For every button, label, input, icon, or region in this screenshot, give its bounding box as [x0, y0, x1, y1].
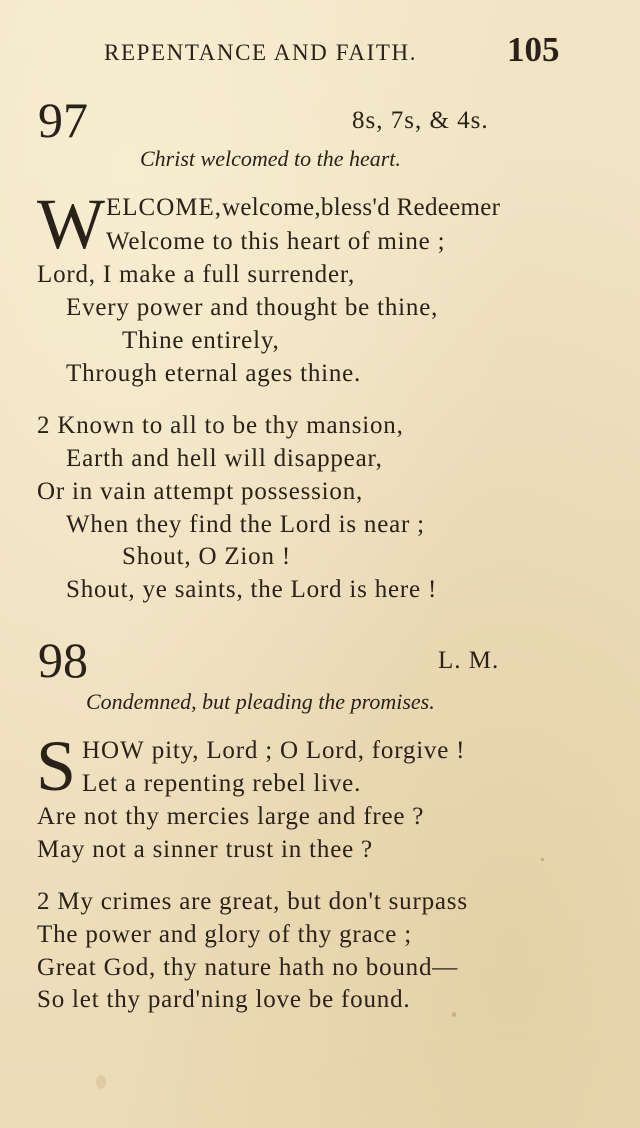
hymn-97-line-1-text: welcome,bless'd Redeemer: [222, 194, 501, 221]
page-number: 105: [507, 30, 560, 69]
hymn-98-first-word-rest: HOW: [82, 737, 145, 764]
hymn-97-title: Christ welcomed to the heart.: [140, 146, 401, 171]
hymn-97-first-word-rest: ELCOME,: [106, 194, 223, 221]
hymn-98-meter: L. M.: [438, 647, 500, 674]
hymn-98-line-6: The power and glory of thy grace ;: [37, 921, 412, 948]
paper-stain: [96, 1075, 106, 1089]
hymn-97-line-7: 2 Known to all to be thy mansion,: [37, 412, 404, 439]
hymn-97-meter: 8s, 7s, & 4s.: [352, 107, 489, 134]
hymn-98-line-4: May not a sinner trust in thee ?: [37, 836, 373, 863]
hymn-98-line-5: 2 My crimes are great, but don't surpass: [37, 888, 468, 915]
hymn-97-line-6: Through eternal ages thine.: [66, 360, 362, 387]
hymn-97-line-3: Lord, I make a full surrender,: [37, 261, 356, 288]
hymn-98-line-1-text: pity, Lord ; O Lord, forgive !: [151, 737, 466, 764]
hymn-97-line-9: Or in vain attempt possession,: [37, 478, 364, 505]
hymn-98-line-3: Are not thy mercies large and free ?: [37, 803, 425, 830]
hymn-98-line-8: So let thy pard'ning love be found.: [37, 986, 411, 1013]
hymn-98-line-7: Great God, thy nature hath no bound—: [37, 954, 459, 981]
hymn-97-line-11: Shout, O Zion !: [122, 543, 291, 570]
hymn-97-dropcap: W: [37, 184, 105, 264]
hymn-98-line-2: Let a repenting rebel live.: [82, 770, 362, 797]
hymn-97-line-5: Thine entirely,: [122, 327, 280, 354]
hymn-98-number: 98: [38, 632, 88, 688]
hymn-97-number: 97: [38, 92, 88, 148]
hymn-98-title: Condemned, but pleading the promises.: [86, 689, 435, 714]
hymn-98-dropcap: S: [36, 726, 77, 806]
paper-speck: [452, 1012, 456, 1017]
hymn-97-line-1: [106, 194, 500, 222]
hymn-97-line-10: When they find the Lord is near ;: [66, 511, 425, 538]
hymn-97-line-12: Shout, ye saints, the Lord is here !: [66, 576, 438, 603]
paper-speck: [541, 858, 544, 861]
hymn-97-line-8: Earth and hell will disappear,: [66, 445, 383, 472]
hymn-98-line-1: [82, 737, 465, 765]
hymn-97-line-4: Every power and thought be thine,: [66, 294, 439, 321]
hymn-97-line-2: Welcome to this heart of mine ;: [106, 228, 446, 255]
running-head-title: REPENTANCE AND FAITH.: [104, 40, 418, 65]
